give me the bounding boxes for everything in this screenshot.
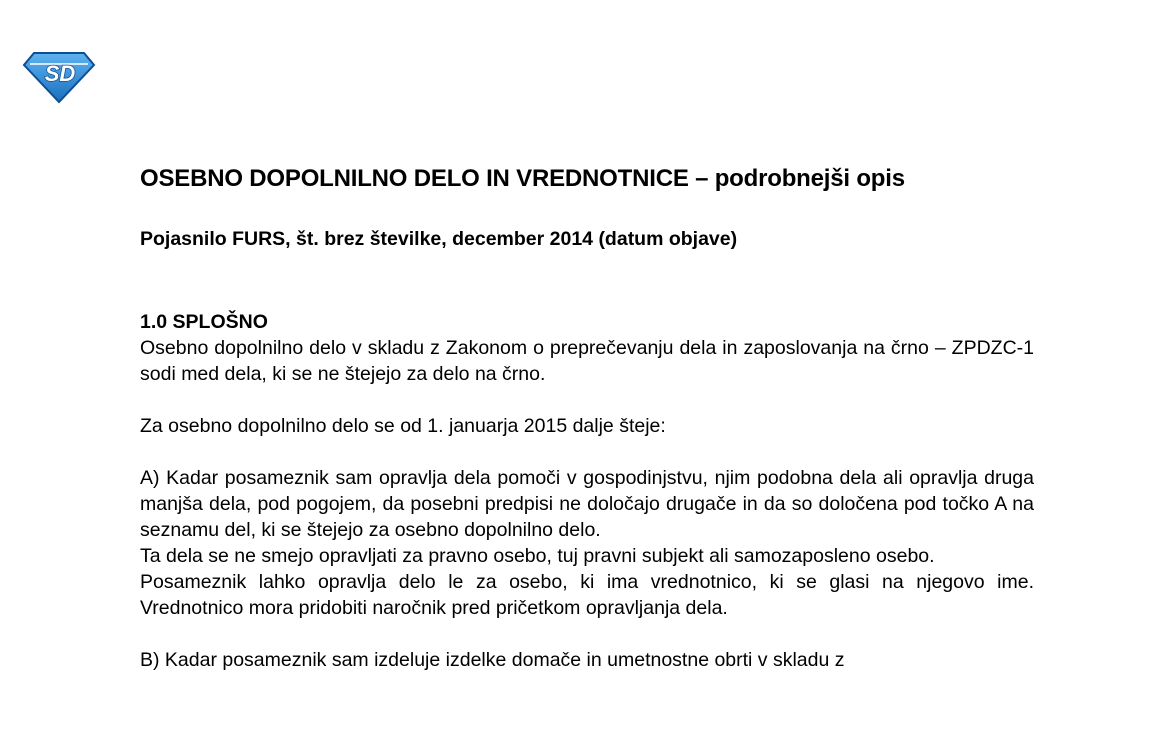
paragraph-a-main: A) Kadar posameznik sam opravlja dela pomoči v gospodinjstvu, njim podobna dela ali opravlja druga manjša dela, pod pogojem, da posebni predpisi ne določajo drugače in da so določena pod točko A na seznamu del, ki se štejejo za osebno dopolnilno delo. xyxy=(140,467,1034,541)
paragraph-a-voucher: Posameznik lahko opravlja delo le za osebo, ki ima vrednotnico, ki se glasi na njegovo ime. Vrednotnico mora pridobiti naročnik pred pričetkom opravljanja dela. xyxy=(140,571,1034,619)
paragraph-intro: Osebno dopolnilno delo v skladu z Zakonom o preprečevanju dela in zaposlovanja na črno – ZPDZC-1 sodi med dela, ki se ne štejejo za delo na črno. xyxy=(140,337,1034,385)
sd-shield-logo-icon xyxy=(22,50,96,104)
document-subtitle: Pojasnilo FURS, št. brez številke, december 2014 (datum objave) xyxy=(140,228,738,250)
svg-text:SD: SD xyxy=(44,61,76,86)
paragraph-a-restriction: Ta dela se ne smejo opravljati za pravno osebo, tuj pravni subjekt ali samozaposleno osebo. xyxy=(140,545,935,567)
section-heading: 1.0 SPLOŠNO xyxy=(140,311,268,333)
page-title: OSEBNO DOPOLNILNO DELO IN VREDNOTNICE – podrobnejši opis xyxy=(140,165,905,192)
paragraph-b-start: B) Kadar posameznik sam izdeluje izdelke domače in umetnostne obrti v skladu z xyxy=(140,649,845,671)
paragraph-definition: Za osebno dopolnilno delo se od 1. januarja 2015 dalje šteje: xyxy=(140,415,666,437)
section-general xyxy=(140,309,1034,673)
